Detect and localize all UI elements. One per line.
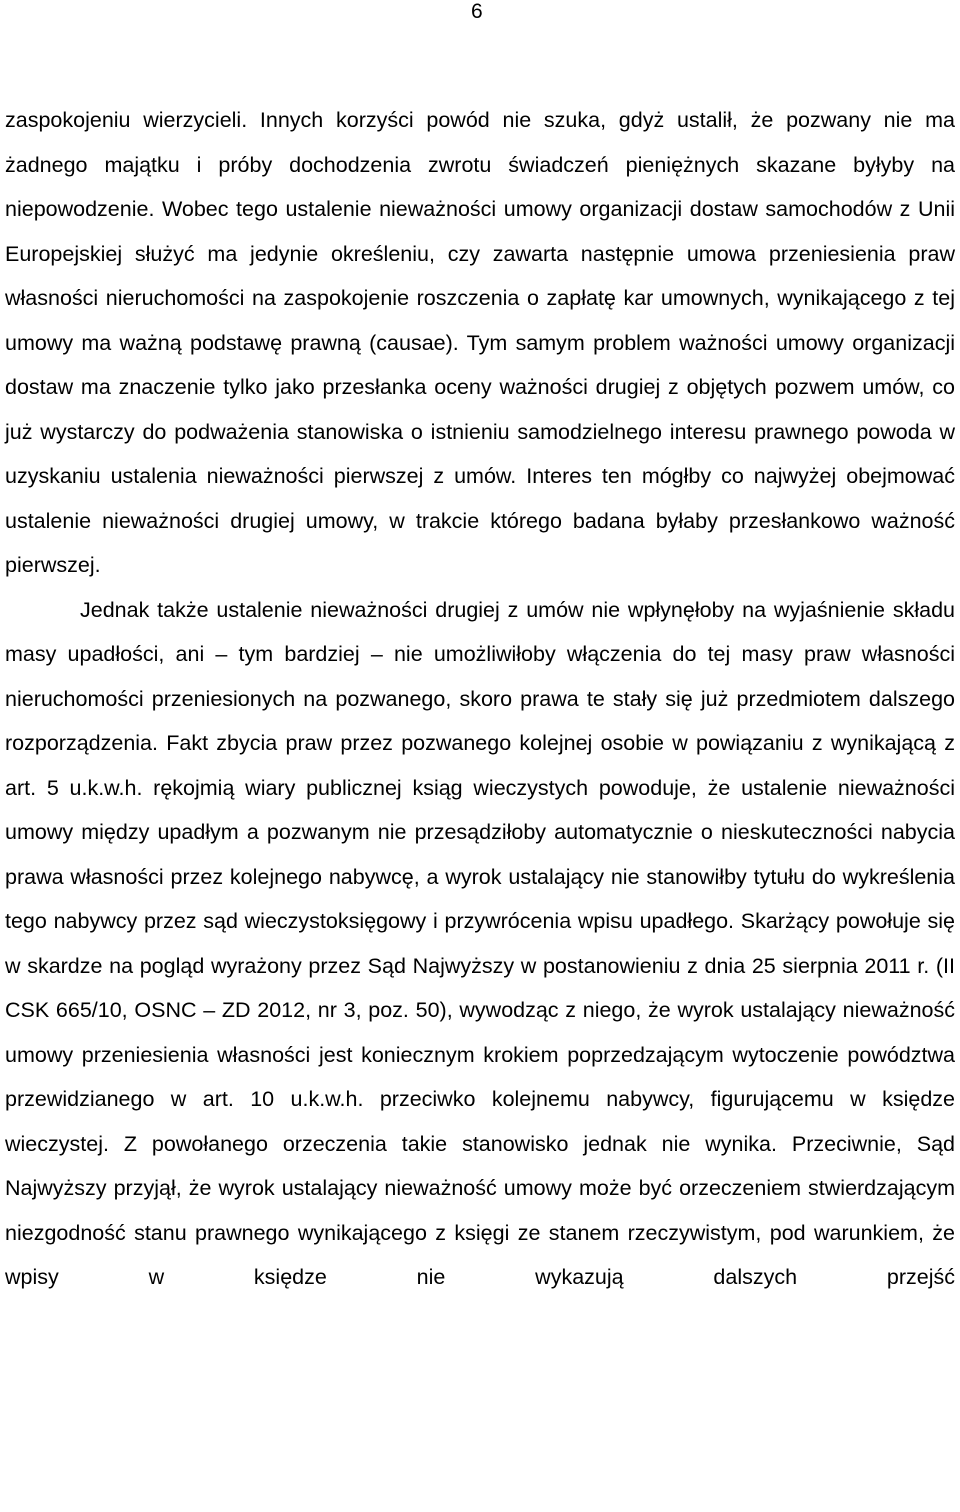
paragraph-2: Jednak także ustalenie nieważności drugiej z umów nie wpłynęłoby na wyjaśnienie składu masy upadłości, ani – tym bardziej – nie umożliwiłoby włączenia do tej masy praw własności nieruchomości przeniesionych na pozwanego, skoro prawa te stały się już przedmiotem dalszego rozporządzenia. Fakt zbycia praw przez pozwanego kolejnej osobie w powiązaniu z wynikającą z art. 5 u.k.w.h. rękojmią wiary publicznej ksiąg wieczystych powoduje, że ustalenie nieważności umowy między upadłym a pozwanym nie przesądziłoby automatycznie o nieskuteczności nabycia prawa własności przez kolejnego nabywcę, a wyrok ustalający nie stanowiłby tytułu do wykreślenia tego nabywcy przez sąd wieczystoksięgowy i przywrócenia wpisu upadłego. Skarżący powołuje się w skardze na pogląd wyrażony przez Sąd Najwyższy w postanowieniu z dnia 25 sierpnia 2011 r. (II CSK 665/10, OSNC – ZD 2012, nr 3, poz. 50), wywodząc z niego, że wyrok ustalający nieważność umowy przeniesienia własności jest koniecznym krokiem poprzedzającym wytoczenie powództwa przewidzianego w art. 10 u.k.w.h. przeciwko kolejnemu nabywcy, figurującemu w księdze wieczystej. Z powołanego orzeczenia takie stanowisko jednak nie wynika. Przeciwnie, Sąd Najwyższy przyjął, że wyrok ustalający nieważność umowy może być orzeczeniem stwierdzającym niezgodność stanu prawnego wynikającego z księgi ze stanem rzeczywistym, pod warunkiem, że wpisy w księdze nie wykazują dalszych przejść <box>5 597 955 1289</box>
page-number: 6 <box>471 0 483 23</box>
document-body <box>5 98 955 1300</box>
paragraph-1: zaspokojeniu wierzycieli. Innych korzyści powód nie szuka, gdyż ustalił, że pozwany nie ma żadnego majątku i próby dochodzenia zwrotu świadczeń pieniężnych skazane byłyby na niepowodzenie. Wobec tego ustalenie nieważności umowy organizacji dostaw samochodów z Unii Europejskiej służyć ma jedynie określeniu, czy zawarta następnie umowa przeniesienia praw własności nieruchomości na zaspokojenie roszczenia o zapłatę kar umownych, wynikającego z tej umowy ma ważną podstawę prawną (causae). Tym samym problem ważności umowy organizacji dostaw ma znaczenie tylko jako przesłanka oceny ważności drugiej z objętych pozwem umów, co już wystarczy do podważenia stanowiska o istnieniu samodzielnego interesu prawnego powoda w uzyskaniu ustalenia nieważności pierwszej z umów. Interes ten mógłby co najwyżej obejmować ustalenie nieważności drugiej umowy, w trakcie którego badana byłaby przesłankowo ważność pierwszej. <box>5 108 955 577</box>
